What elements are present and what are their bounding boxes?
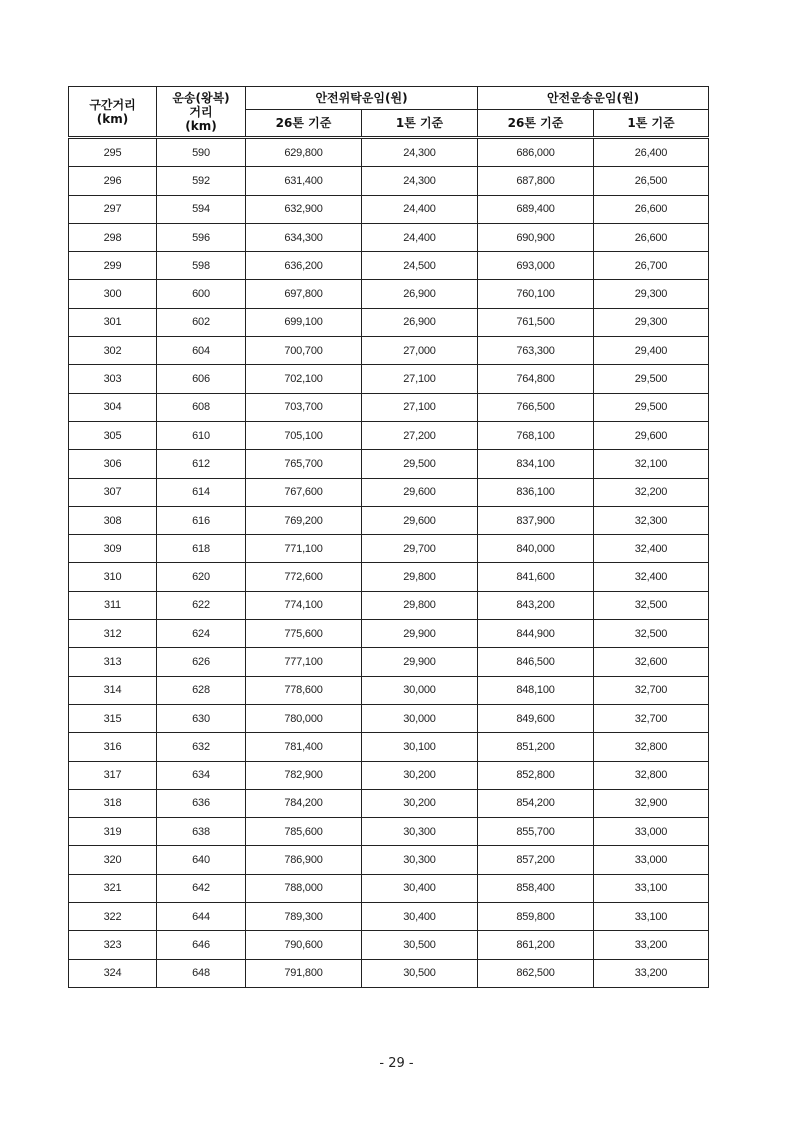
cell-consignment-26ton: 765,700 xyxy=(246,450,362,478)
cell-consignment-26ton: 697,800 xyxy=(246,280,362,308)
cell-transport-distance: 612 xyxy=(157,450,246,478)
cell-consignment-26ton: 785,600 xyxy=(246,818,362,846)
cell-consignment-1ton: 30,400 xyxy=(362,874,478,902)
cell-section-distance: 301 xyxy=(69,308,157,336)
cell-consignment-1ton: 29,500 xyxy=(362,450,478,478)
header-consignment-26ton: 26톤 기준 xyxy=(246,110,362,138)
table-row xyxy=(69,365,709,393)
cell-consignment-1ton: 29,800 xyxy=(362,563,478,591)
cell-transport-26ton: 764,800 xyxy=(478,365,594,393)
table-row xyxy=(69,195,709,223)
table-row xyxy=(69,789,709,817)
cell-transport-1ton: 33,200 xyxy=(594,931,709,959)
cell-consignment-26ton: 777,100 xyxy=(246,648,362,676)
table-row xyxy=(69,648,709,676)
cell-transport-1ton: 26,500 xyxy=(594,167,709,195)
cell-consignment-1ton: 30,400 xyxy=(362,903,478,931)
cell-transport-distance: 630 xyxy=(157,704,246,732)
cell-consignment-1ton: 27,200 xyxy=(362,421,478,449)
cell-section-distance: 303 xyxy=(69,365,157,393)
table-row xyxy=(69,223,709,251)
cell-section-distance: 318 xyxy=(69,789,157,817)
cell-transport-distance: 606 xyxy=(157,365,246,393)
cell-transport-1ton: 26,400 xyxy=(594,138,709,167)
cell-consignment-26ton: 700,700 xyxy=(246,337,362,365)
cell-transport-26ton: 693,000 xyxy=(478,252,594,280)
cell-section-distance: 317 xyxy=(69,761,157,789)
cell-transport-26ton: 834,100 xyxy=(478,450,594,478)
cell-consignment-26ton: 781,400 xyxy=(246,733,362,761)
table-row xyxy=(69,761,709,789)
header-transport-distance-line2: 거리 xyxy=(189,104,213,119)
header-consignment-1ton: 1톤 기준 xyxy=(362,110,478,138)
cell-section-distance: 316 xyxy=(69,733,157,761)
cell-transport-1ton: 29,400 xyxy=(594,337,709,365)
cell-transport-distance: 604 xyxy=(157,337,246,365)
cell-transport-1ton: 33,200 xyxy=(594,959,709,987)
cell-transport-1ton: 32,900 xyxy=(594,789,709,817)
cell-consignment-26ton: 771,100 xyxy=(246,535,362,563)
table-row xyxy=(69,563,709,591)
cell-transport-26ton: 844,900 xyxy=(478,620,594,648)
cell-transport-1ton: 32,100 xyxy=(594,450,709,478)
cell-consignment-26ton: 786,900 xyxy=(246,846,362,874)
cell-transport-distance: 626 xyxy=(157,648,246,676)
cell-consignment-1ton: 30,000 xyxy=(362,704,478,732)
freight-rate-table xyxy=(68,86,709,988)
cell-transport-1ton: 32,300 xyxy=(594,506,709,534)
cell-section-distance: 302 xyxy=(69,337,157,365)
cell-transport-26ton: 686,000 xyxy=(478,138,594,167)
cell-transport-distance: 622 xyxy=(157,591,246,619)
cell-transport-distance: 640 xyxy=(157,846,246,874)
header-transport-distance-line1: 운송(왕복) xyxy=(172,90,230,105)
cell-transport-1ton: 32,400 xyxy=(594,563,709,591)
cell-consignment-1ton: 27,100 xyxy=(362,393,478,421)
cell-consignment-1ton: 24,400 xyxy=(362,195,478,223)
cell-consignment-26ton: 767,600 xyxy=(246,478,362,506)
table-row xyxy=(69,167,709,195)
table-row xyxy=(69,450,709,478)
cell-transport-1ton: 29,500 xyxy=(594,365,709,393)
cell-section-distance: 324 xyxy=(69,959,157,987)
cell-consignment-1ton: 30,300 xyxy=(362,818,478,846)
cell-section-distance: 296 xyxy=(69,167,157,195)
cell-consignment-1ton: 26,900 xyxy=(362,308,478,336)
cell-transport-distance: 648 xyxy=(157,959,246,987)
table-row xyxy=(69,846,709,874)
cell-transport-1ton: 32,400 xyxy=(594,535,709,563)
table-body xyxy=(69,138,709,988)
cell-section-distance: 320 xyxy=(69,846,157,874)
table-row xyxy=(69,337,709,365)
cell-consignment-1ton: 30,500 xyxy=(362,931,478,959)
cell-consignment-26ton: 699,100 xyxy=(246,308,362,336)
cell-consignment-1ton: 24,300 xyxy=(362,138,478,167)
table-row xyxy=(69,733,709,761)
cell-consignment-1ton: 24,300 xyxy=(362,167,478,195)
cell-section-distance: 300 xyxy=(69,280,157,308)
cell-transport-26ton: 837,900 xyxy=(478,506,594,534)
table-row xyxy=(69,620,709,648)
header-group-safe-transport-rate: 안전운송운임(원) xyxy=(478,87,709,110)
cell-transport-distance: 614 xyxy=(157,478,246,506)
cell-transport-distance: 590 xyxy=(157,138,246,167)
cell-transport-1ton: 33,000 xyxy=(594,846,709,874)
cell-consignment-26ton: 705,100 xyxy=(246,421,362,449)
cell-transport-distance: 594 xyxy=(157,195,246,223)
cell-transport-26ton: 689,400 xyxy=(478,195,594,223)
cell-transport-1ton: 32,800 xyxy=(594,761,709,789)
cell-consignment-1ton: 30,300 xyxy=(362,846,478,874)
cell-transport-1ton: 32,600 xyxy=(594,648,709,676)
header-section-distance xyxy=(69,87,157,138)
cell-transport-1ton: 29,500 xyxy=(594,393,709,421)
cell-consignment-1ton: 29,900 xyxy=(362,648,478,676)
header-group-safe-consignment-rate: 안전위탁운임(원) xyxy=(246,87,478,110)
cell-consignment-1ton: 26,900 xyxy=(362,280,478,308)
cell-transport-1ton: 33,000 xyxy=(594,818,709,846)
cell-transport-distance: 620 xyxy=(157,563,246,591)
cell-section-distance: 311 xyxy=(69,591,157,619)
cell-consignment-26ton: 636,200 xyxy=(246,252,362,280)
cell-consignment-26ton: 775,600 xyxy=(246,620,362,648)
cell-consignment-1ton: 30,200 xyxy=(362,761,478,789)
cell-consignment-26ton: 778,600 xyxy=(246,676,362,704)
table-row xyxy=(69,591,709,619)
cell-transport-26ton: 848,100 xyxy=(478,676,594,704)
cell-transport-26ton: 761,500 xyxy=(478,308,594,336)
table-row xyxy=(69,506,709,534)
cell-consignment-1ton: 30,500 xyxy=(362,959,478,987)
cell-section-distance: 319 xyxy=(69,818,157,846)
table-row xyxy=(69,903,709,931)
cell-consignment-26ton: 782,900 xyxy=(246,761,362,789)
cell-section-distance: 314 xyxy=(69,676,157,704)
cell-transport-1ton: 26,700 xyxy=(594,252,709,280)
header-transport-26ton: 26톤 기준 xyxy=(478,110,594,138)
cell-transport-1ton: 32,800 xyxy=(594,733,709,761)
table-row xyxy=(69,308,709,336)
table-row xyxy=(69,959,709,987)
cell-section-distance: 315 xyxy=(69,704,157,732)
cell-consignment-26ton: 769,200 xyxy=(246,506,362,534)
header-section-distance-unit: (km) xyxy=(96,111,129,126)
cell-transport-1ton: 26,600 xyxy=(594,223,709,251)
cell-transport-1ton: 29,300 xyxy=(594,308,709,336)
cell-consignment-26ton: 774,100 xyxy=(246,591,362,619)
header-transport-distance-unit: (km) xyxy=(185,118,217,133)
cell-transport-1ton: 32,700 xyxy=(594,676,709,704)
cell-transport-26ton: 862,500 xyxy=(478,959,594,987)
table-row xyxy=(69,535,709,563)
cell-section-distance: 295 xyxy=(69,138,157,167)
cell-transport-distance: 602 xyxy=(157,308,246,336)
cell-section-distance: 308 xyxy=(69,506,157,534)
cell-transport-26ton: 840,000 xyxy=(478,535,594,563)
cell-transport-1ton: 32,200 xyxy=(594,478,709,506)
cell-consignment-1ton: 27,000 xyxy=(362,337,478,365)
cell-consignment-26ton: 702,100 xyxy=(246,365,362,393)
cell-transport-26ton: 687,800 xyxy=(478,167,594,195)
cell-consignment-26ton: 634,300 xyxy=(246,223,362,251)
cell-section-distance: 312 xyxy=(69,620,157,648)
cell-transport-distance: 596 xyxy=(157,223,246,251)
cell-consignment-1ton: 24,400 xyxy=(362,223,478,251)
page-number: - 29 - xyxy=(379,1056,414,1071)
table-row xyxy=(69,280,709,308)
cell-transport-distance: 610 xyxy=(157,421,246,449)
cell-transport-distance: 638 xyxy=(157,818,246,846)
cell-consignment-1ton: 29,600 xyxy=(362,506,478,534)
cell-transport-1ton: 29,600 xyxy=(594,421,709,449)
cell-transport-distance: 634 xyxy=(157,761,246,789)
cell-transport-distance: 600 xyxy=(157,280,246,308)
table-row xyxy=(69,252,709,280)
table-row xyxy=(69,874,709,902)
cell-transport-26ton: 854,200 xyxy=(478,789,594,817)
cell-transport-1ton: 33,100 xyxy=(594,903,709,931)
cell-consignment-1ton: 29,700 xyxy=(362,535,478,563)
cell-section-distance: 304 xyxy=(69,393,157,421)
cell-transport-1ton: 29,300 xyxy=(594,280,709,308)
cell-consignment-1ton: 30,100 xyxy=(362,733,478,761)
cell-section-distance: 309 xyxy=(69,535,157,563)
cell-transport-26ton: 849,600 xyxy=(478,704,594,732)
cell-transport-26ton: 855,700 xyxy=(478,818,594,846)
cell-section-distance: 305 xyxy=(69,421,157,449)
cell-transport-26ton: 760,100 xyxy=(478,280,594,308)
cell-section-distance: 310 xyxy=(69,563,157,591)
cell-transport-26ton: 846,500 xyxy=(478,648,594,676)
cell-consignment-26ton: 789,300 xyxy=(246,903,362,931)
cell-transport-distance: 644 xyxy=(157,903,246,931)
cell-section-distance: 306 xyxy=(69,450,157,478)
cell-section-distance: 321 xyxy=(69,874,157,902)
cell-transport-1ton: 33,100 xyxy=(594,874,709,902)
cell-consignment-26ton: 629,800 xyxy=(246,138,362,167)
cell-consignment-26ton: 788,000 xyxy=(246,874,362,902)
cell-section-distance: 322 xyxy=(69,903,157,931)
cell-consignment-1ton: 29,900 xyxy=(362,620,478,648)
cell-transport-distance: 608 xyxy=(157,393,246,421)
cell-consignment-1ton: 30,200 xyxy=(362,789,478,817)
table-row xyxy=(69,704,709,732)
cell-transport-distance: 628 xyxy=(157,676,246,704)
cell-transport-1ton: 26,600 xyxy=(594,195,709,223)
cell-consignment-26ton: 790,600 xyxy=(246,931,362,959)
cell-consignment-26ton: 632,900 xyxy=(246,195,362,223)
cell-transport-26ton: 861,200 xyxy=(478,931,594,959)
header-section-distance-label: 구간거리 xyxy=(89,97,136,112)
cell-transport-26ton: 841,600 xyxy=(478,563,594,591)
cell-transport-26ton: 766,500 xyxy=(478,393,594,421)
cell-transport-26ton: 851,200 xyxy=(478,733,594,761)
cell-consignment-1ton: 30,000 xyxy=(362,676,478,704)
cell-section-distance: 297 xyxy=(69,195,157,223)
table-row xyxy=(69,478,709,506)
cell-transport-26ton: 857,200 xyxy=(478,846,594,874)
cell-consignment-26ton: 780,000 xyxy=(246,704,362,732)
cell-transport-distance: 592 xyxy=(157,167,246,195)
cell-transport-26ton: 858,400 xyxy=(478,874,594,902)
cell-transport-distance: 642 xyxy=(157,874,246,902)
cell-transport-1ton: 32,700 xyxy=(594,704,709,732)
cell-consignment-26ton: 772,600 xyxy=(246,563,362,591)
table-row xyxy=(69,818,709,846)
cell-consignment-26ton: 791,800 xyxy=(246,959,362,987)
cell-transport-26ton: 763,300 xyxy=(478,337,594,365)
cell-transport-distance: 618 xyxy=(157,535,246,563)
table-row xyxy=(69,931,709,959)
cell-consignment-26ton: 784,200 xyxy=(246,789,362,817)
header-transport-distance xyxy=(157,87,246,138)
cell-section-distance: 298 xyxy=(69,223,157,251)
cell-section-distance: 307 xyxy=(69,478,157,506)
cell-transport-26ton: 690,900 xyxy=(478,223,594,251)
cell-transport-distance: 624 xyxy=(157,620,246,648)
cell-transport-distance: 616 xyxy=(157,506,246,534)
cell-consignment-1ton: 24,500 xyxy=(362,252,478,280)
table-row xyxy=(69,393,709,421)
header-transport-1ton: 1톤 기준 xyxy=(594,110,709,138)
cell-transport-26ton: 859,800 xyxy=(478,903,594,931)
table-header xyxy=(69,87,709,138)
cell-transport-distance: 646 xyxy=(157,931,246,959)
cell-transport-26ton: 843,200 xyxy=(478,591,594,619)
cell-transport-distance: 598 xyxy=(157,252,246,280)
cell-consignment-1ton: 29,800 xyxy=(362,591,478,619)
cell-transport-1ton: 32,500 xyxy=(594,591,709,619)
table-row xyxy=(69,676,709,704)
cell-consignment-1ton: 29,600 xyxy=(362,478,478,506)
cell-consignment-26ton: 703,700 xyxy=(246,393,362,421)
table-row xyxy=(69,421,709,449)
cell-consignment-1ton: 27,100 xyxy=(362,365,478,393)
cell-section-distance: 323 xyxy=(69,931,157,959)
cell-section-distance: 313 xyxy=(69,648,157,676)
cell-transport-distance: 636 xyxy=(157,789,246,817)
cell-transport-26ton: 836,100 xyxy=(478,478,594,506)
table-row xyxy=(69,138,709,167)
cell-transport-1ton: 32,500 xyxy=(594,620,709,648)
cell-transport-26ton: 768,100 xyxy=(478,421,594,449)
cell-transport-distance: 632 xyxy=(157,733,246,761)
cell-section-distance: 299 xyxy=(69,252,157,280)
cell-transport-26ton: 852,800 xyxy=(478,761,594,789)
cell-consignment-26ton: 631,400 xyxy=(246,167,362,195)
